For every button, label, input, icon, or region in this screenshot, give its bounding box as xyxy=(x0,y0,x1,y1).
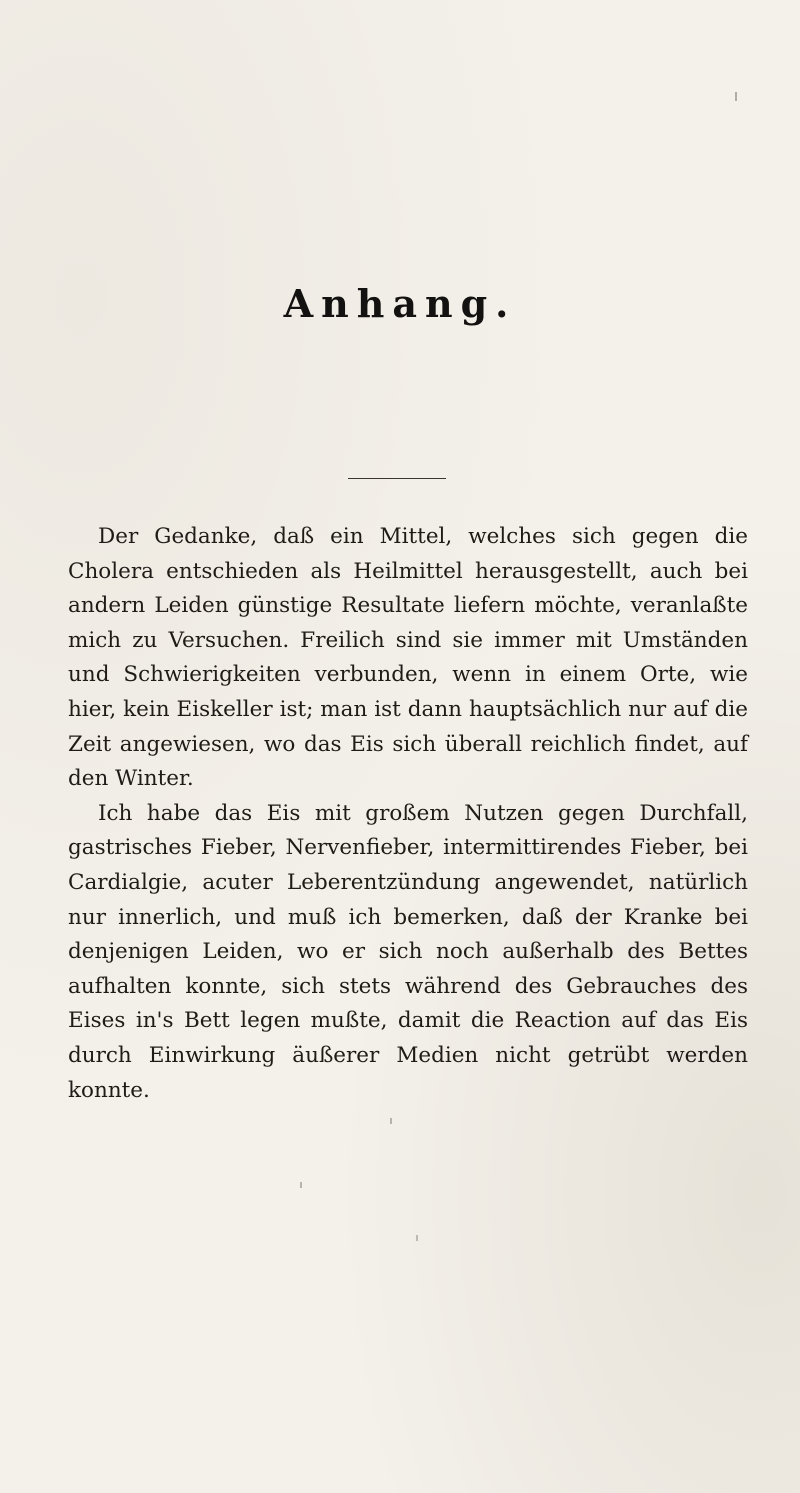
paragraph-2: Ich habe das Eis mit großem Nutzen gegen Durchfall, gastrisches Fieber, Nervenfieber, intermittirendes Fieber, bei Cardialgie, acuter Leberentzündung angewendet, natürlich nur innerlich, und muß ich bemerken, daß der Kranke bei denjenigen Leiden, wo er sich noch außerhalb des Bettes aufhalten konnte, sich stets während des Gebrauches des Eises in's Bett legen mußte, damit die Reaction auf das Eis durch Einwirkung äußerer Medien nicht getrübt werden konnte. xyxy=(68,800,748,1103)
paragraph-1: Der Gedanke, daß ein Mittel, welches sich gegen die Cholera entschieden als Heilmittel herausgestellt, auch bei andern Leiden günstige Resultate liefern möchte, veranlaßte mich zu Versuchen. Freilich sind sie immer mit Umständen und Schwierigkeiten verbunden, wenn in einem Orte, wie hier, kein Eiskeller ist; man ist dann hauptsächlich nur auf die Zeit angewiesen, wo das Eis sich überall reichlich findet, auf den Winter. xyxy=(68,524,748,792)
section-heading: Anhang. xyxy=(283,281,517,326)
heading-divider xyxy=(348,478,446,479)
paper-mark xyxy=(300,1182,302,1188)
body-text xyxy=(68,520,748,1108)
paper-mark xyxy=(735,92,737,101)
paper-mark xyxy=(390,1118,392,1124)
paper-mark xyxy=(416,1235,418,1241)
